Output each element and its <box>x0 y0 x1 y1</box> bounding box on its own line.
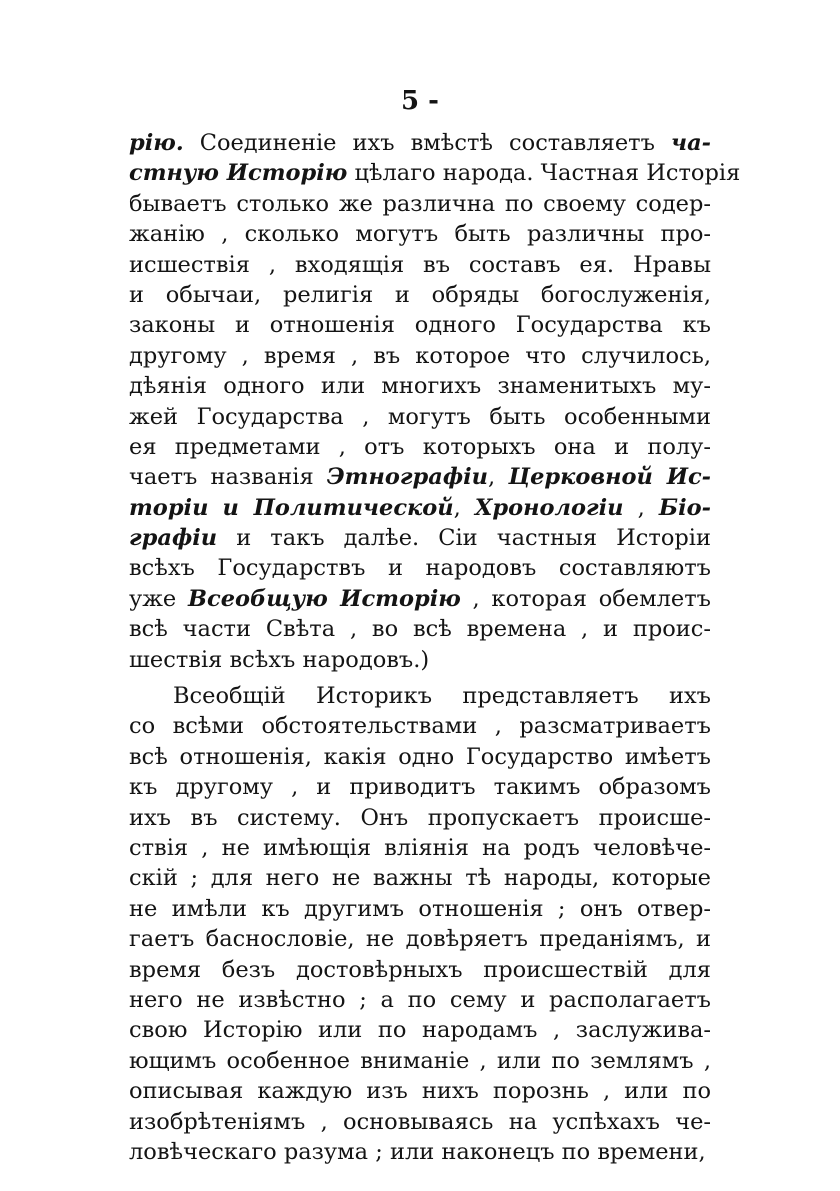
text-line <box>129 1076 711 1106</box>
text-run: всѣ отношенія, какія одно Государство имѣетъ <box>129 743 711 770</box>
text-line <box>129 250 711 280</box>
text-line <box>129 955 711 985</box>
text-run: со всѣми обстоятельствами , разсматриваетъ <box>129 713 711 740</box>
text-run: , <box>488 464 509 491</box>
text-line <box>129 280 711 310</box>
text-run: скій ; для него не важны тѣ народы, которые <box>129 865 711 892</box>
text-line <box>129 863 711 893</box>
text-run: свою Исторію или по народамъ , заслужива- <box>129 1017 711 1044</box>
text-run: изобрѣтеніямъ , основываясь на успѣхахъ че- <box>129 1108 711 1135</box>
text-line <box>129 803 711 833</box>
text-line <box>129 1107 711 1137</box>
text-run: , <box>623 494 659 521</box>
italic-term: торіи <box>129 494 209 521</box>
text-line <box>129 772 711 802</box>
text-run: и такъ далѣе. Сіи частныя Исторіи <box>217 525 711 552</box>
text-run: цѣлаго народа. Частная Исторія <box>347 160 741 187</box>
text-run: всѣхъ Государствъ и народовъ составляютъ <box>129 555 711 582</box>
text-line <box>129 985 711 1015</box>
text-run: ловѣческаго разума ; или наконецъ по времени, <box>129 1138 706 1165</box>
text-line <box>129 432 711 462</box>
text-run: и обычаи, религія и обряды богослуженія, <box>129 281 711 308</box>
text-line <box>129 310 711 340</box>
text-line <box>129 924 711 954</box>
text-line <box>129 341 711 371</box>
italic-term: Хронологіи <box>474 494 624 521</box>
italic-term: Церковной Ис- <box>508 464 711 491</box>
text-run: Соединеніе ихъ вмѣстѣ составляетъ <box>183 130 671 156</box>
italic-term: ча- <box>670 130 711 156</box>
body-text <box>129 128 741 1167</box>
text-run: уже <box>129 585 188 612</box>
text-line <box>129 371 711 401</box>
text-run: , которая обемлетъ <box>460 585 711 612</box>
text-line <box>129 1137 711 1167</box>
text-run: исшествія , входящія въ составъ ея. Нравы <box>129 251 711 278</box>
text-run: не имѣли къ другимъ отношенія ; онъ отвер- <box>129 895 711 922</box>
text-line <box>129 523 711 553</box>
text-line <box>129 711 711 741</box>
text-line <box>129 158 741 188</box>
text-run: другому , время , въ которое что случилось, <box>129 342 711 369</box>
text-line <box>129 462 711 492</box>
text-line <box>129 584 711 614</box>
italic-term: и Политической <box>222 494 454 521</box>
italic-term: Этнографіи <box>326 464 489 491</box>
text-run: , <box>453 494 475 521</box>
italic-term: Всеобщую Исторію <box>187 585 461 612</box>
text-run: ющимъ особенное вниманіе , или по землямъ , <box>129 1047 711 1074</box>
text-line <box>129 894 711 924</box>
text-line <box>129 1015 711 1045</box>
text-line <box>129 128 711 158</box>
text-run: ея предметами , отъ которыхъ она и полу- <box>129 433 711 460</box>
paragraph <box>129 681 711 1167</box>
text-run: Всеобщій Историкъ представляетъ ихъ <box>173 683 711 710</box>
paragraph <box>129 128 741 675</box>
italic-term: Біо- <box>658 494 711 521</box>
text-line <box>129 742 711 772</box>
text-line <box>129 614 711 644</box>
page-number: 5 - <box>401 86 439 116</box>
text-line <box>129 402 711 432</box>
text-run <box>208 495 222 521</box>
text-run: законы и отношенія одного Государства къ <box>129 312 711 339</box>
text-run: него не извѣстно ; а по сему и располагаетъ <box>129 986 711 1013</box>
text-line <box>129 219 711 249</box>
text-line <box>129 493 711 523</box>
text-run: ствія , не имѣющія вліянія на родъ человѣче- <box>129 834 711 861</box>
text-run: всѣ части Свѣта , во всѣ времена , и проис- <box>129 616 711 643</box>
italic-term: графіи <box>129 525 218 552</box>
text-line <box>129 553 711 583</box>
text-run: чаетъ названія <box>129 464 327 491</box>
text-run: гаетъ баснословіе, не довѣряетъ преданіямъ, и <box>129 926 711 953</box>
text-run: дѣянія одного или многихъ знаменитыхъ му- <box>129 373 711 400</box>
text-line <box>129 645 711 675</box>
italic-term: рію. <box>129 130 184 156</box>
text-run: жей Государства , могутъ быть особенными <box>129 403 711 430</box>
text-line <box>129 681 711 711</box>
text-line <box>129 189 711 219</box>
text-run: къ другому , и приводитъ такимъ образомъ <box>129 774 711 801</box>
text-line <box>129 1046 711 1076</box>
text-run: жанію , сколько могутъ быть различны про- <box>129 221 711 248</box>
text-run: время безъ достовѣрныхъ происшествій для <box>129 956 711 983</box>
text-run: описывая каждую изъ нихъ порознь , или по <box>129 1078 711 1105</box>
text-run: шествія всѣхъ народовъ.) <box>129 646 430 673</box>
text-line <box>129 833 711 863</box>
text-run: бываетъ столько же различна по своему содер- <box>129 190 711 217</box>
text-run: ихъ въ систему. Онъ пропускаетъ происше- <box>129 804 711 831</box>
italic-term: стную Исторію <box>129 160 348 187</box>
